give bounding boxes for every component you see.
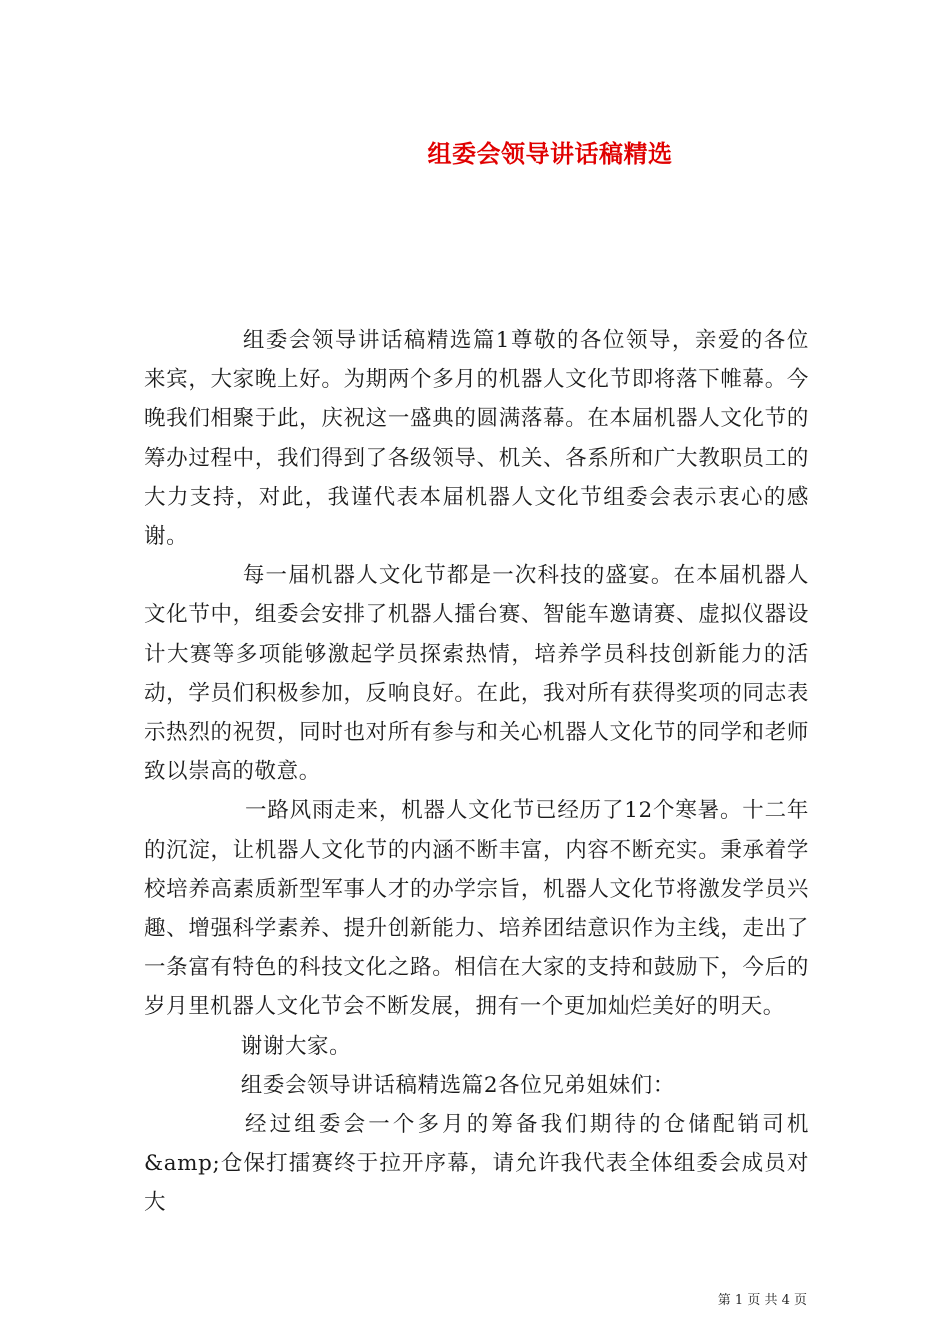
page-number-footer: 第 1 页 共 4 页 (717, 1293, 807, 1308)
paragraph-5: 组委会领导讲话稿精选篇2各位兄弟姐妹们： (240, 1072, 675, 1098)
paragraph-6: 经过组委会一个多月的筹备我们期待的仓储配销司机&amp;仓保打擂赛终于拉开序幕，请允许我代表全体组委会成员对大 (144, 1112, 809, 1216)
paragraph-1: 组委会领导讲话稿精选篇1尊敬的各位领导，亲爱的各位来宾，大家晚上好。为期两个多月的机器人文化节即将落下帷幕。今晚我们相聚于此，庆祝这一盛典的圆满落幕。在本届机器人文化节的筹办过程中，我们得到了各级领导、机关、各系所和广大教职员工的大力支持，对此，我谨代表本届机器人文化节组委会表示衷心的感谢。 (144, 328, 809, 550)
paragraph-4: 谢谢大家。 (240, 1033, 352, 1059)
paragraph-3: 一路风雨走来，机器人文化节已经历了12个寒暑。十二年的沉淀，让机器人文化节的内涵不断丰富，内容不断充实。秉承着学校培养高素质新型军事人才的办学宗旨，机器人文化节将激发学员兴趣、增强科学素养、提升创新能力、培养团结意识作为主线，走出了一条富有特色的科技文化之路。相信在大家的支持和鼓励下，今后的岁月里机器人文化节会不断发展，拥有一个更加灿烂美好的明天。 (144, 798, 809, 1020)
document-title: 组委会领导讲话稿精选 (427, 140, 673, 168)
document-body (144, 321, 809, 1223)
paragraph-2: 每一届机器人文化节都是一次科技的盛宴。在本届机器人文化节中，组委会安排了机器人擂台赛、智能车邀请赛、虚拟仪器设计大赛等多项能够激起学员探索热情，培养学员科技创新能力的活动，学员们积极参加，反响良好。在此，我对所有获得奖项的同志表示热烈的祝贺，同时也对所有参与和关心机器人文化节的同学和老师致以崇高的敬意。 (144, 563, 809, 785)
